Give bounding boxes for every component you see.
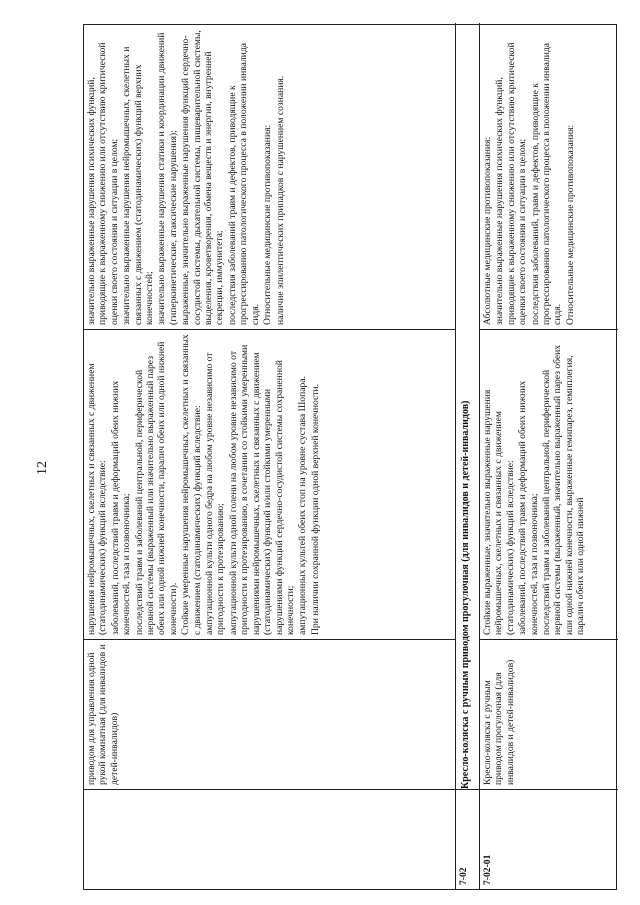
page-number: 12 (35, 461, 50, 475)
row1-contraindications-cell (84, 23, 455, 329)
row1-contraindication: значительно выраженные нарушения нейромышечных, скелетных и связанных с движением (статодинамических) функций верхних конечностей; (121, 46, 156, 325)
row3-indication: заболеваний, последствий травм и деформаций обеих нижних конечностей, таза и позвоночника; (517, 380, 540, 635)
row1-contraindication: выраженные, значительно выраженные нарушения функций сердечно-сосудистой системы, дыхательной системы, пищеварительной системы, выделения, кроветворения, обмена веществ и энергии, внутренней секреции, иммунитета; (180, 30, 226, 325)
row1-indication: ампутационной культи одного бедра на любом уровне независимо от пригодности к протезированию; (204, 352, 227, 635)
row1-indication: нарушения нейромышечных, скелетных и связанных с движением (статодинамических) функций вследствие: (86, 363, 109, 635)
row1-indication: ампутационной культи одной голени на любом уровне независимо от пригодности к протезированию, в сочетании со стойкими умеренными нарушениями нейромышечных, скелетных и связанных с движением (статодинамических) функций и/или стойкими умеренными нарушениями функций сердечно-сосудистой системы сохраненной конечности; (227, 344, 296, 635)
row3-name-cell (480, 639, 618, 789)
row1-indication: ампутационных культей обеих стоп на уровне сустава Шопара. (297, 376, 309, 635)
table-row-1 (84, 23, 456, 889)
row2-section-title: Кресло-коляска с ручным приводом прогулочная (для инвалидов и детей-инвалидов) (460, 400, 471, 789)
row1-contraindication: наличие эпилептических припадков с нарушением сознания. (274, 75, 286, 325)
row3-code-cell (480, 789, 618, 889)
table-row-3 (480, 23, 618, 889)
row1-contraindication: значительно выраженные нарушения психических функций, приводящие к выраженному снижению или отсутствию критической оценки своего состояния и ситуации в целом; (86, 42, 120, 325)
row1-name-cell (84, 639, 455, 789)
row1-indications-cell (84, 329, 455, 639)
row1-contraindication: значительно выраженные нарушения статики и координации движений (гиперкинетические, атаксические нарушения); (156, 32, 179, 325)
row1-contraindication: Относительные медицинские противопоказания: (262, 124, 274, 325)
row1-code-cell (84, 789, 455, 889)
row1-indication: последствий травм и заболеваний центральной, периферической нервной системы (выраженный или значительно выраженный парез обеих или одной нижней конечности, паралич обеих или одной нижней конечности). (133, 341, 179, 635)
row3-contraindication: Относительные медицинские противопоказания: (564, 124, 576, 325)
rotated-table (83, 24, 617, 890)
row3-indication: последствий травм и заболеваний центральной, периферической нервной системы (выраженный, значительно выраженный парез обеих или одной нижней конечности, выраженные гемипарез, гемиплегия, паралич обеих или одной нижней (541, 344, 587, 635)
table-container (83, 24, 617, 890)
table-row-2 (456, 23, 480, 889)
row1-indication: заболеваний, последствий травм и деформаций обеих нижних конечностей, таза и позвоночника; (109, 380, 133, 635)
row1-contraindication: последствия заболеваний травм и дефектов, приводящие к прогрессированию патологического процесса в положении инвалида сидя. (226, 42, 261, 325)
row3-name: Кресло-коляска с ручным приводом прогулочная (для инвалидов и детей-инвалидов) (482, 659, 516, 785)
row3-indications-cell (480, 329, 618, 639)
row3-contraindication: значительно выраженные нарушения психических функций, приводящие к выраженному снижению или отсутствию критической оценки своего состояния и ситуации в целом; (494, 42, 529, 325)
row1-indication: При наличии сохранной функции одной верхней конечности. (309, 383, 321, 635)
row1-indication: Стойкие умеренные нарушения нейромышечных, скелетных и связанных с движением (статодинамических) функций вследствие: (180, 334, 203, 635)
row3-contraindication: последствия заболеваний, травм и дефектов, приводящие к прогрессированию патологического процесса в положении инвалида сидя. (529, 42, 564, 325)
row2-code: 7-02 (458, 867, 469, 885)
row3-contraindications-cell (480, 23, 618, 329)
row2-code-cell (456, 789, 479, 889)
row3-code: 7-02-01 (482, 854, 493, 885)
row3-indication: Стойкие выраженные, значительно выраженные нарушения нейромышечных, скелетных и связанных с движением (статодинамических) функций вследствие: (482, 389, 516, 635)
row1-name: приводом для управления одной рукой комнатная (для инвалидов и детей-инвалидов) (86, 644, 120, 785)
row3-contraindication: Абсолютные медицинские противопоказания: (482, 136, 493, 325)
